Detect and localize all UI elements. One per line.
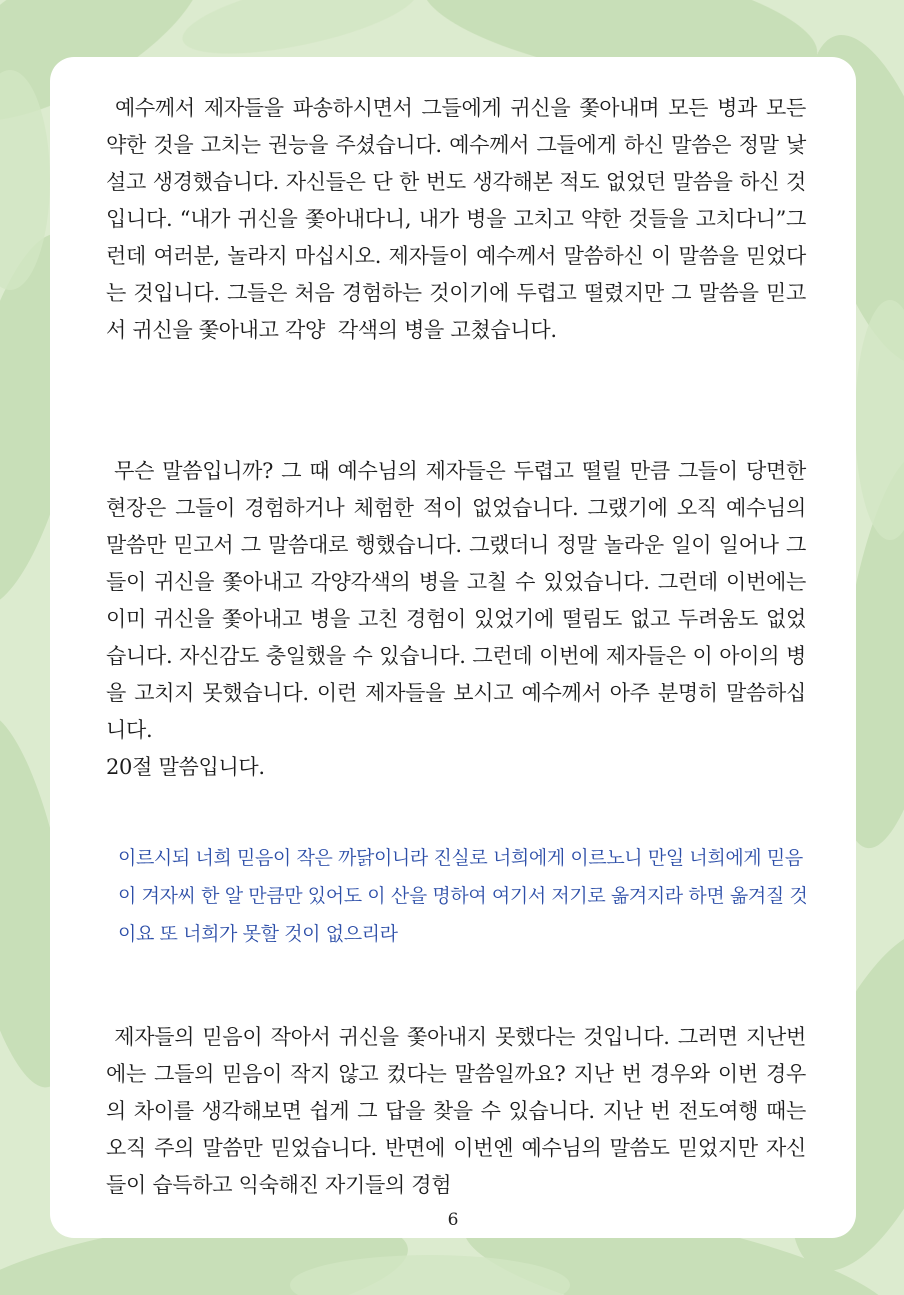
page-number: 6 <box>447 1210 459 1230</box>
page-card <box>50 57 856 1238</box>
body-paragraph-3: 제자들의 믿음이 작아서 귀신을 쫓아내지 못했다는 것입니다. 그러면 지난번에는 그들의 믿음이 작지 않고 컸다는 말씀일까요? 지난 번 경우와 이번 경우의 차이를 생각해보면 쉽게 그 답을 찾을 수 있습니다. 지난 번 전도여행 때는 오직 주의 말씀만 믿었습니다. 반면에 이번엔 예수님의 말씀도 믿었지만 자신들이 습득하고 익숙해진 자기들의 경험 <box>106 1025 813 1197</box>
body-paragraph-2: 무슨 말씀입니까? 그 때 예수님의 제자들은 두렵고 떨릴 만큼 그들이 당면한 현장은 그들이 경험하거나 체험한 적이 없었습니다. 그랬기에 오직 예수님의 말씀만 믿고서 그 말씀대로 행했습니다. 그랬더니 정말 놀라운 일이 일어나 그들이 귀신을 쫓아내고 각양각색의 병을 고칠 수 있었습니다. 그런데 이번에는 이미 귀신을 쫓아내고 병을 고친 경험이 있었기에 떨림도 없고 두려움도 없었습니다. 자신감도 충일했을 수 있습니다. 그런데 이번에 제자들은 이 아이의 병을 고치지 못했습니다. 이런 제자들을 보시고 예수께서 아주 분명히 말씀하십니다. 20절 말씀입니다. <box>106 459 806 779</box>
body-paragraph-1: 예수께서 제자들을 파송하시면서 그들에게 귀신을 쫓아내며 모든 병과 모든 약한 것을 고치는 권능을 주셨습니다. 예수께서 그들에게 하신 말씀은 정말 낯설고 생경했습니다. 자신들은 단 한 번도 생각해본 적도 없었던 말씀을 하신 것입니다. “내가 귀신을 쫓아내다니, 내가 병을 고치고 약한 것들을 고치다니”그런데 여러분, 놀라지 마십시오. 제자들이 예수께서 말씀하신 이 말씀을 믿었다는 것입니다. 그들은 처음 경험하는 것이기에 두렵고 떨렸지만 그 말씀을 믿고서 귀신을 쫓아내고 각양 각색의 병을 고쳤습니다. <box>106 96 813 342</box>
scripture-quote: 이르시되 너희 믿음이 작은 까닭이니라 진실로 너희에게 이르노니 만일 너희에게 믿음이 겨자씨 한 알 만큼만 있어도 이 산을 명하여 여기서 저기로 옮겨지라 하면 옮겨질 것이요 또 너희가 못할 것이 없으리라 <box>118 847 808 945</box>
